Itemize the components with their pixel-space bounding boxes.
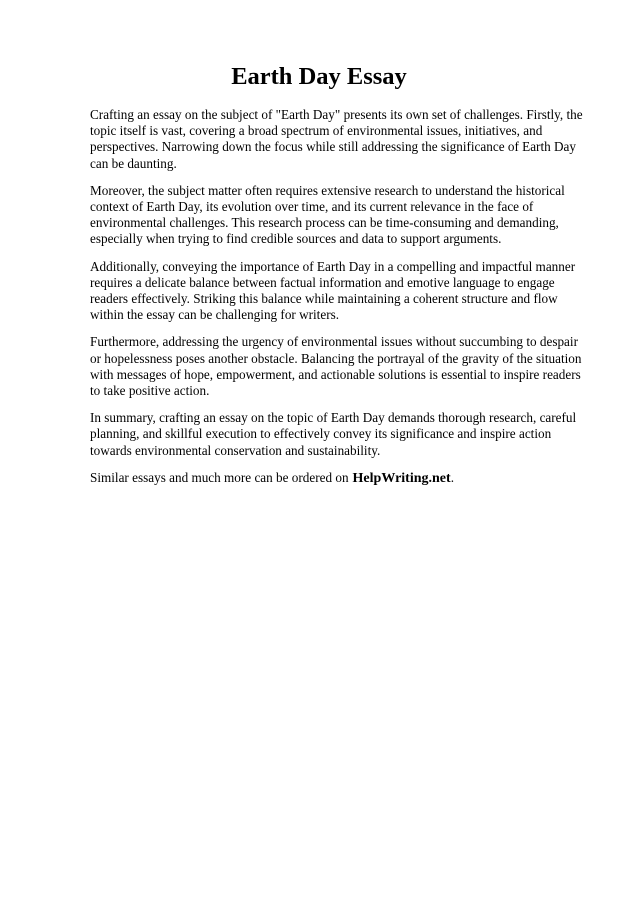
paragraph-5: In summary, crafting an essay on the topic of Earth Day demands thorough research, careful planning, and skillful execution to effectively convey its significance and inspire action towards environmental conservation and sustainability. xyxy=(90,410,577,458)
footer-text: Similar essays and much more can be ordered on xyxy=(90,469,349,485)
document-title: Earth Day Essay xyxy=(231,63,407,90)
footer-period: . xyxy=(450,469,454,485)
paragraph-2: Moreover, the subject matter often requires extensive research to understand the historical context of Earth Day, its evolution over time, and its current relevance in the face of environmental challenges. This research process can be time-consuming and demanding, especially when trying to find credible sources and data to support arguments. xyxy=(90,182,565,247)
helpwriting-link[interactable]: HelpWriting.net xyxy=(352,470,451,486)
paragraph-3: Additionally, conveying the importance of Earth Day in a compelling and impactful manner requires a delicate balance between factual information and emotive language to engage readers effectively. Striking this balance while maintaining a coherent structure and flow within the essay can be challenging for writers. xyxy=(90,258,576,323)
footer-line xyxy=(90,470,590,487)
paragraph-4: Furthermore, addressing the urgency of environmental issues without succumbing to despair or hopelessness poses another obstacle. Balancing the portrayal of the gravity of the situation with messages of hope, empowerment, and actionable solutions is essential to inspire readers to take positive action. xyxy=(90,334,582,399)
paragraph-1: Crafting an essay on the subject of "Earth Day" presents its own set of challenges. Firstly, the topic itself is vast, covering a broad spectrum of environmental issues, initiatives, and perspectives. Narrowing down the focus while still addressing the significance of Earth Day can be daunting. xyxy=(90,107,583,171)
